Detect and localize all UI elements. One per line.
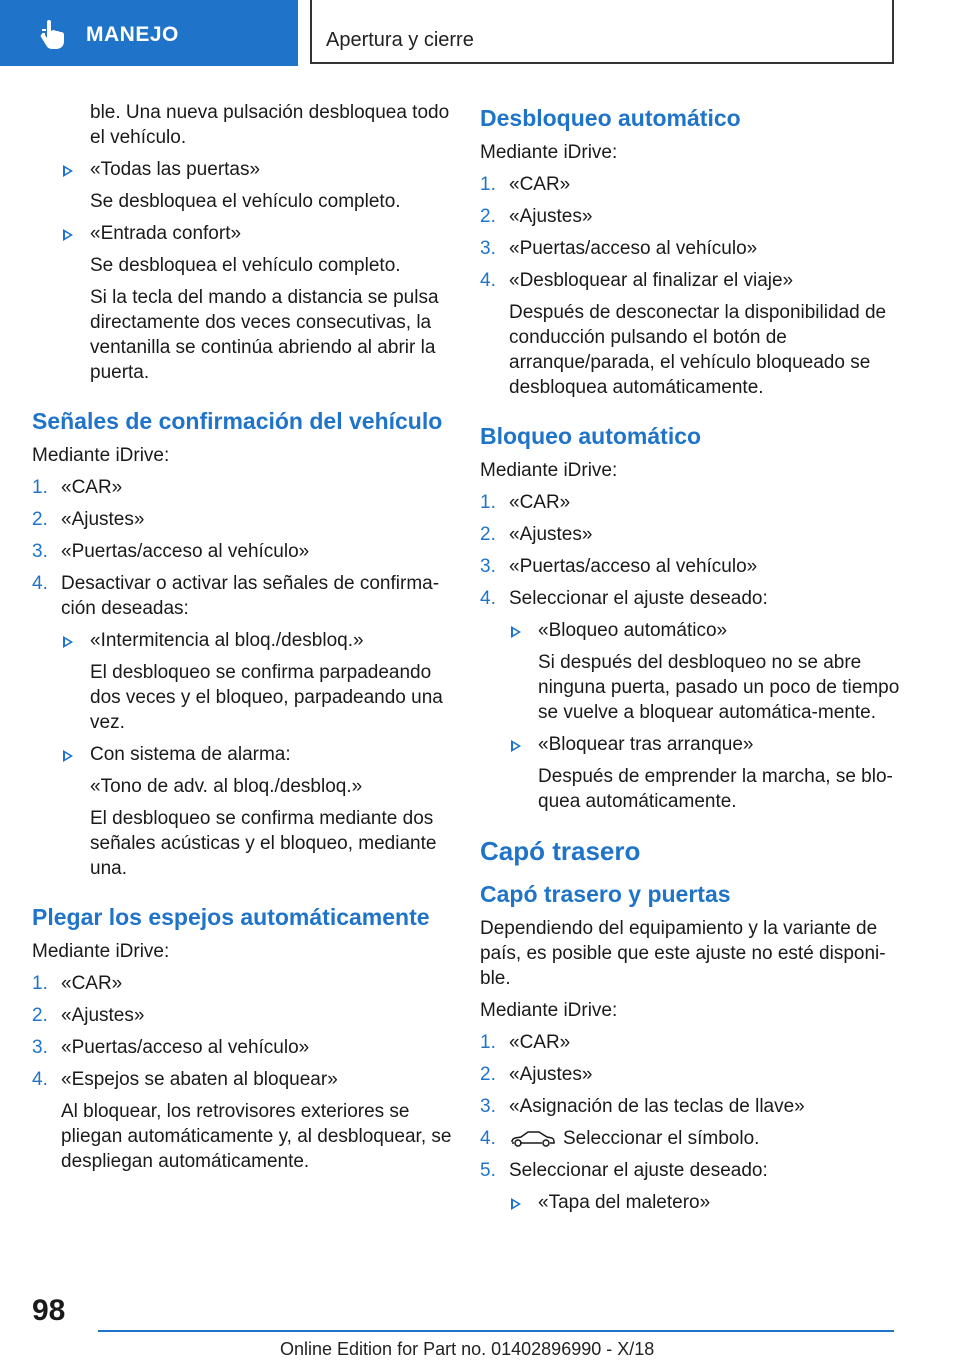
list-item: 4. «Desbloquear al finalizar el viaje» Después de desconectar la disponibilidad de conducción pulsando el botón de arranque/parada, el vehículo bloqueado se desbloquea automáticamente. [480,270,887,398]
list-item: «Todas las puertas» Se desbloquea el vehículo completo. [61,157,452,214]
list-item: 5. Seleccionar el ajuste deseado: «Tapa del maletero» [480,1158,900,1215]
idrive-intro: Mediante iDrive: [480,142,618,163]
list-item: 3. «Puertas/acceso al vehículo» [480,556,758,577]
list-item: 4. Seleccionar el ajuste deseado: «Bloqueo automático» Si después del desbloqueo no se abre ninguna puerta, pasado un poco de tiempo se vuelve a bloquear automática‐mente. «Bloquear tras arranque» Después de emprender la marcha, se blo‐quea automáticamente. [480,588,900,812]
steps-list [480,1030,900,1215]
steps-list [480,490,900,814]
bullet-triangle-icon [63,636,73,648]
section-heading: Capó trasero y puertas [480,881,731,907]
idrive-intro: Mediante iDrive: [480,1000,618,1021]
steps-list [32,971,452,1174]
list-item: 3. «Puertas/acceso al vehículo» [32,1037,310,1058]
bullet-triangle-icon [63,229,73,241]
chapter-heading: Capó trasero [480,836,641,866]
section-heading: Plegar los espejos automáticamente [32,904,430,930]
list-item: 2. «Ajustes» [480,1064,593,1085]
bullet-triangle-icon [63,750,73,762]
list-item: 3. «Asignación de las teclas de llave» [480,1096,805,1117]
chapter-tab [310,0,894,64]
list-item: «Tapa del maletero» [509,1190,900,1215]
list-item: 2. «Ajustes» [32,1005,145,1026]
steps-list [480,172,900,400]
list-item: 1. «CAR» [480,174,571,195]
sub-options-list [61,628,452,881]
list-item: 1. «CAR» [32,477,123,498]
list-item: Con sistema de alarma: «Tono de adv. al bloq./desbloq.» El desbloqueo se confirma mediante dos señales acústicas y el bloqueo, mediante una. [61,742,452,881]
section-heading: Señales de confirmación del vehículo [32,408,443,434]
left-column [32,100,452,1181]
section-heading: Desbloqueo automático [480,105,741,131]
hand-pointer-icon [38,18,68,50]
bullet-triangle-icon [511,626,521,638]
unlock-options-list [32,157,452,385]
list-item: 3. «Puertas/acceso al vehículo» [480,238,758,259]
list-item: 4. Desactivar o activar las señales de confirma‐ción deseadas: «Intermitencia al bloq./desbloq.» El desbloqueo se confirma parpadeando dos veces y el bloqueo, parpadeando una vez. Con sistema de alarma: «Tono de adv. al bloq./desbloq.» El desbloqueo se confirma mediante dos señales acústicas y el bloqueo, mediante una. [32,571,452,881]
continued-text: ble. Una nueva pulsación desbloquea todo el vehículo. [90,102,450,148]
footer-divider [98,1330,894,1332]
list-item: «Bloqueo automático» Si después del desbloqueo no se abre ninguna puerta, pasado un poco de tiempo se vuelve a bloquear automática‐mente. [509,618,900,725]
chapter-title: Apertura y cierre [326,29,474,51]
steps-list [32,475,452,881]
car-outline-icon [509,1129,557,1147]
list-item: «Intermitencia al bloq./desbloq.» El desbloqueo se confirma parpadeando dos veces y el bloqueo, parpadeando una vez. [61,628,452,735]
list-item: 1. «CAR» [480,492,571,513]
idrive-intro: Mediante iDrive: [32,941,170,962]
availability-note: Dependiendo del equipamiento y la variante de país, es posible que este ajuste no esté disponi‐ble. [480,918,886,989]
page-header [0,0,960,66]
list-item: «Entrada confort» Se desbloquea el vehículo completo. Si la tecla del mando a distancia se pulsa directamente dos veces consecutivas, la ventanilla se continúa abriendo al abrir la puerta. [61,221,452,385]
bullet-triangle-icon [63,165,73,177]
idrive-intro: Mediante iDrive: [32,445,170,466]
section-title: MANEJO [86,23,179,46]
section-heading: Bloqueo automático [480,423,702,449]
bullet-triangle-icon [511,740,521,752]
list-item: «Bloquear tras arranque» Después de emprender la marcha, se blo‐quea automáticamente. [509,732,900,814]
list-item: 4. Seleccionar el símbolo. [480,1128,760,1149]
section-tab [0,0,298,66]
list-item: 2. «Ajustes» [32,509,145,530]
bullet-triangle-icon [511,1198,521,1210]
list-item: 2. «Ajustes» [480,206,593,227]
list-item: 3. «Puertas/acceso al vehículo» [32,541,310,562]
page-number: 98 [32,1294,66,1327]
list-item: 2. «Ajustes» [480,524,593,545]
edition-text: Online Edition for Part no. 01402896990 - X/18 [280,1339,655,1359]
idrive-intro: Mediante iDrive: [480,460,618,481]
list-item: 1. «CAR» [32,973,123,994]
sub-options-list [509,618,900,814]
list-item: 4. «Espejos se abaten al bloquear» Al bloquear, los retrovisores exteriores se pliegan automáticamente y, al desbloquear, se despliegan automáticamente. [32,1069,452,1172]
sub-options-list [509,1190,900,1215]
list-item: 1. «CAR» [480,1032,571,1053]
right-column [480,100,900,1222]
